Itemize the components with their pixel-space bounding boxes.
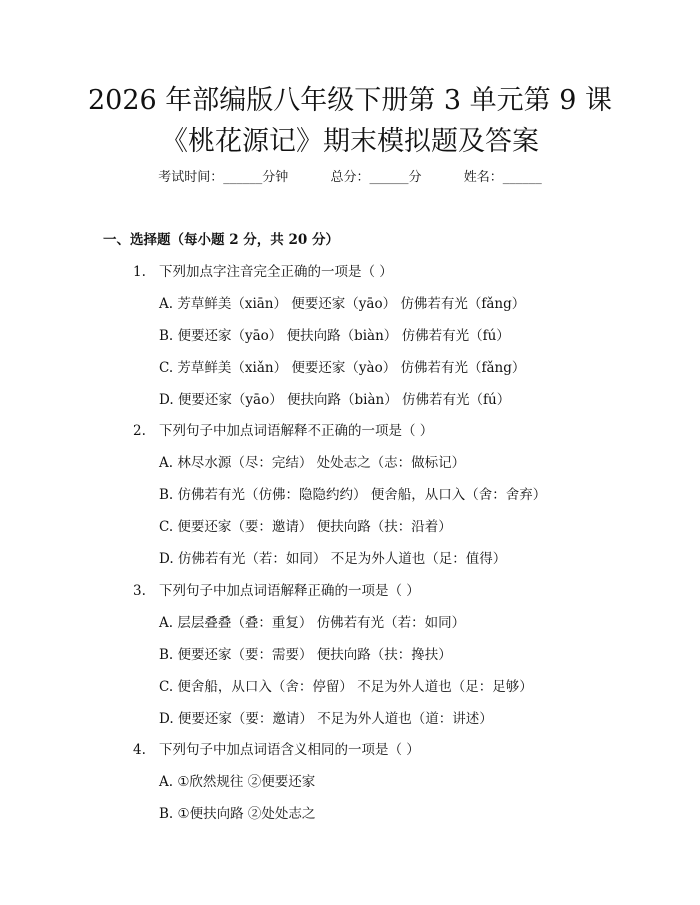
total-score-field: 总分：______分 bbox=[330, 170, 422, 185]
question-text: 下列句子中加点词语解释不正确的一项是（ ） bbox=[159, 423, 434, 439]
student-name-field: 姓名：______ bbox=[463, 170, 542, 185]
page-title-line-1: 2026 年部编版八年级下册第 3 单元第 9 课 bbox=[88, 85, 612, 116]
question-number: 3. bbox=[133, 583, 146, 599]
question-text: 下列句子中加点词语解释正确的一项是（ ） bbox=[159, 583, 420, 599]
answer-option: A. 芳草鲜美（xiān） 便要还家（yāo） 仿佛若有光（fǎng） bbox=[159, 296, 526, 312]
question-number: 2. bbox=[133, 423, 146, 439]
page-title-line-2: 《桃花源记》期末模拟题及答案 bbox=[161, 126, 539, 157]
question-stem bbox=[133, 262, 393, 282]
answer-option: C. 芳草鲜美（xiǎn） 便要还家（yào） 仿佛若有光（fǎng） bbox=[159, 360, 526, 376]
answer-option: B. 便要还家（yāo） 便扶向路（biàn） 仿佛若有光（fú） bbox=[159, 328, 510, 344]
answer-option: D. 仿佛若有光（若：如同） 不足为外人道也（足：值得） bbox=[159, 551, 507, 567]
section-heading: 一、选择题（每小题 2 分，共 20 分） bbox=[103, 232, 339, 248]
answer-option: A. 层层叠叠（叠：重复） 仿佛若有光（若：如同） bbox=[159, 615, 466, 631]
answer-option: A. ①欣然规往 ②便要还家 bbox=[159, 774, 316, 790]
answer-option: C. 便舍船，从口入（舍：停留） 不足为外人道也（足：足够） bbox=[159, 679, 533, 695]
answer-option: A. 林尽水源（尽：完结） 处处志之（志：做标记） bbox=[159, 455, 466, 471]
answer-option: B. ①便扶向路 ②处处志之 bbox=[159, 806, 316, 822]
question-text: 下列加点字注音完全正确的一项是（ ） bbox=[159, 264, 393, 280]
question-text: 下列句子中加点词语含义相同的一项是（ ） bbox=[159, 742, 420, 758]
question-number: 4. bbox=[133, 742, 146, 758]
question-stem bbox=[133, 421, 433, 441]
answer-option: B. 仿佛若有光（仿佛：隐隐约约） 便舍船，从口入（舍：舍弃） bbox=[159, 487, 547, 503]
answer-option: B. 便要还家（要：需要） 便扶向路（扶：搀扶） bbox=[159, 647, 452, 663]
answer-option: D. 便要还家（要：邀请） 不足为外人道也（道：讲述） bbox=[159, 711, 493, 727]
question-stem bbox=[133, 740, 420, 760]
question-number: 1. bbox=[133, 264, 146, 280]
exam-time-field: 考试时间：______分钟 bbox=[158, 170, 289, 185]
answer-option: D. 便要还家（yāo） 便扶向路（biàn） 仿佛若有光（fú） bbox=[159, 392, 511, 408]
answer-option: C. 便要还家（要：邀请） 便扶向路（扶：沿着） bbox=[159, 519, 452, 535]
exam-info bbox=[0, 168, 700, 188]
question-stem bbox=[133, 581, 420, 601]
